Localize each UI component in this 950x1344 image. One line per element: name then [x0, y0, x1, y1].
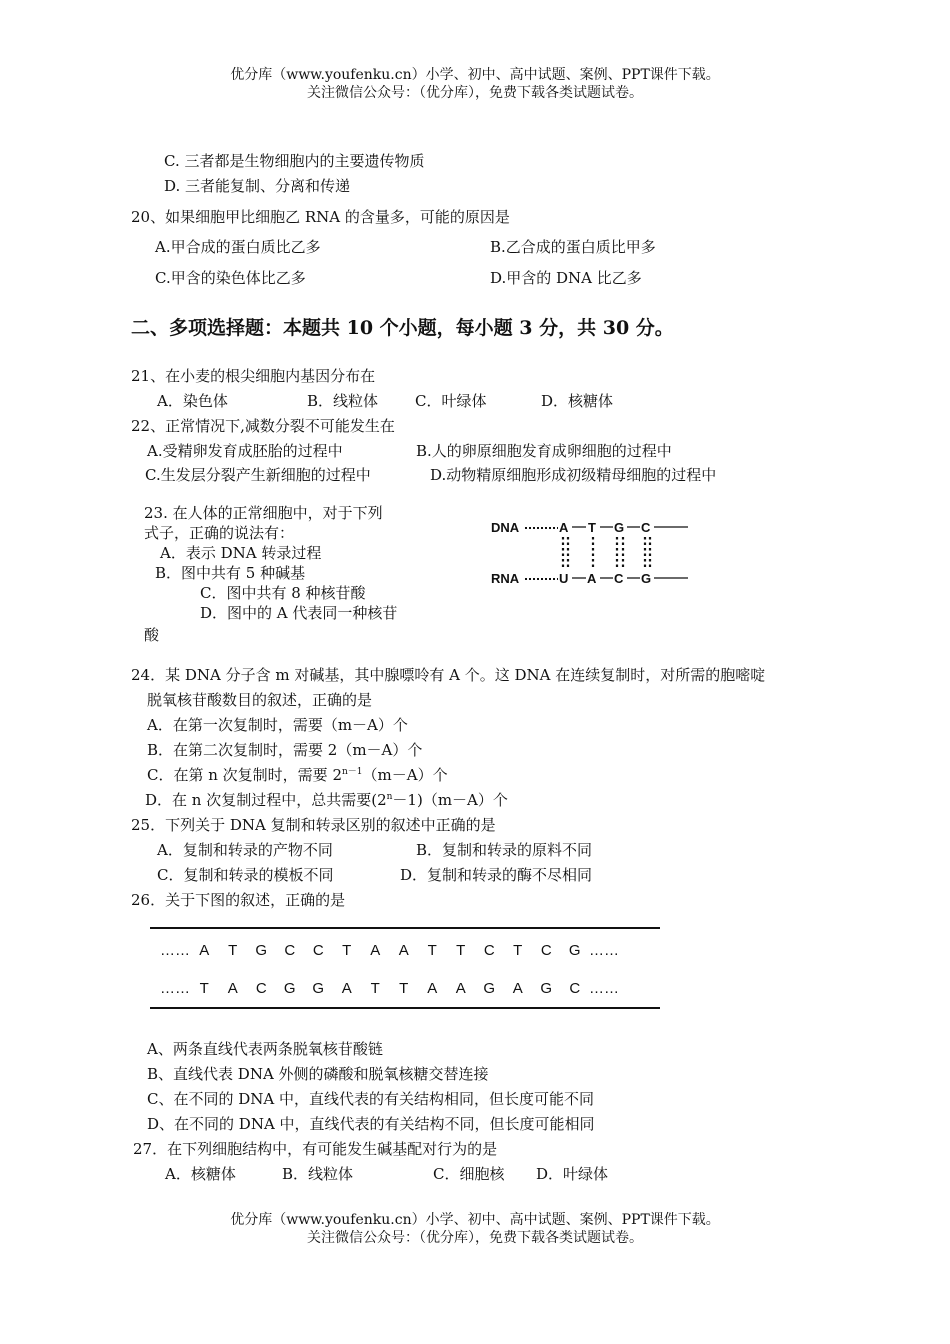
q23-option-d-line2: 酸 [144, 626, 160, 644]
q27-option-a: A．核糖体 [165, 1165, 236, 1183]
q21-stem: 21、在小麦的根尖细胞内基因分布在 [131, 367, 376, 385]
q26-option-d: D、在不同的 DNA 中，直线代表的有关结构不同，但长度可能相同 [147, 1115, 595, 1133]
q22-option-a: A.受精卵发育成胚胎的过程中 [147, 442, 343, 460]
q26-option-a: A、两条直线代表两条脱氧核苷酸链 [147, 1040, 383, 1058]
q20-option-b: B.乙合成的蛋白质比甲多 [490, 238, 656, 256]
q23-option-b: B．图中共有 5 种碱基 [155, 564, 306, 582]
q22-option-b: B.人的卵原细胞发育成卵细胞的过程中 [416, 442, 672, 460]
page-header-line1: 优分库（www.youfenku.cn）小学、初中、高中试题、案例、PPT课件下载。 [230, 67, 720, 83]
svg-text:C: C [614, 571, 624, 586]
q24-option-b: B．在第二次复制时，需要 2（m－A）个 [147, 741, 423, 759]
q21-option-d: D．核糖体 [541, 392, 614, 410]
dna-top-strand: …… A T G C C T A A T T C T C G …… [160, 942, 619, 959]
q27-stem: 27．在下列细胞结构中，有可能发生碱基配对行为的是 [133, 1140, 498, 1158]
svg-text:A: A [559, 520, 569, 535]
q24-option-c: C．在第 n 次复制时，需要 $2^{n-1}(m-A)$个 [147, 766, 448, 784]
svg-text:C: C [641, 520, 651, 535]
dna-rna-pairing-figure [488, 515, 698, 590]
q20-stem: 20、如果细胞甲比细胞乙 RNA 的含量多，可能的原因是 [131, 208, 510, 226]
q22-stem: 22、正常情况下,减数分裂不可能发生在 [131, 417, 395, 435]
rna-label: RNA [491, 571, 520, 586]
svg-text:U: U [559, 571, 569, 586]
dna-base-1 [558, 517, 572, 535]
page-header-line2: 关注微信公众号：（优分库），免费下载各类试题试卷。 [307, 85, 643, 101]
q19-option-d: D. 三者能复制、分离和传递 [164, 177, 351, 195]
dna-bottom-strand: …… T A C G G A T T A A G A G C …… [160, 980, 619, 997]
q21-option-b: B．线粒体 [307, 392, 379, 410]
q25-option-c: C．复制和转录的模板不同 [157, 866, 334, 884]
section-2-title: 二、多项选择题：本题共 10 个小题，每小题 3 分，共 30 分。 [131, 317, 674, 339]
q26-stem: 26．关于下图的叙述，正确的是 [131, 891, 346, 909]
q23-option-d-line1: D．图中的 A 代表同一种核苷 [200, 604, 398, 622]
rna-base-3 [613, 568, 627, 586]
q26-option-b: B、直线代表 DNA 外侧的磷酸和脱氧核糖交替连接 [147, 1065, 489, 1083]
q22-option-c: C.生发层分裂产生新细胞的过程中 [145, 466, 371, 484]
page-footer-line2: 关注微信公众号：（优分库），免费下载各类试题试卷。 [307, 1230, 643, 1246]
q22-option-d: D.动物精原细胞形成初级精母细胞的过程中 [430, 466, 717, 484]
svg-text:G: G [614, 520, 625, 535]
svg-text:A: A [587, 571, 597, 586]
dna-strand-top-line [150, 927, 660, 929]
rna-base-2 [586, 568, 600, 586]
rna-base-1 [558, 568, 572, 586]
dna-strand-bottom-line [150, 1007, 660, 1009]
q20-option-d: D.甲含的 DNA 比乙多 [490, 269, 642, 287]
q24-stem-line2: 脱氧核苷酸数目的叙述，正确的是 [147, 691, 373, 709]
q19-option-c: C. 三者都是生物细胞内的主要遗传物质 [164, 152, 425, 170]
q27-option-d: D．叶绿体 [536, 1165, 609, 1183]
q23-option-a: A．表示 DNA 转录过程 [160, 544, 322, 562]
q25-option-b: B．复制和转录的原料不同 [416, 841, 593, 859]
q27-option-b: B．线粒体 [282, 1165, 354, 1183]
q25-option-d: D．复制和转录的酶不尽相同 [400, 866, 593, 884]
q21-option-c: C．叶绿体 [415, 392, 487, 410]
page-footer-line1: 优分库（www.youfenku.cn）小学、初中、高中试题、案例、PPT课件下载。 [230, 1212, 720, 1228]
rna-base-4 [640, 568, 654, 586]
dna-base-4 [640, 517, 654, 535]
q24-stem-line1: 24．某 DNA 分子含 m 对碱基，其中腺嘌呤有 A 个。这 DNA 在连续复制时，对所需的胞嘧啶 [131, 666, 766, 684]
q27-option-c: C．细胞核 [433, 1165, 505, 1183]
q23-stem-line2: 式子，正确的说法有： [144, 524, 295, 542]
dna-base-2 [586, 517, 600, 535]
q23-stem-line1: 23. 在人体的正常细胞中，对于下列 [144, 504, 383, 522]
q25-option-a: A．复制和转录的产物不同 [157, 841, 333, 859]
dna-base-3 [613, 517, 627, 535]
dna-label: DNA [491, 520, 520, 535]
svg-text:G: G [641, 571, 652, 586]
q26-option-c: C、在不同的 DNA 中，直线代表的有关结构相同，但长度可能不同 [147, 1090, 594, 1108]
q20-option-a: A.甲合成的蛋白质比乙多 [155, 238, 321, 256]
q20-option-c: C.甲含的染色体比乙多 [155, 269, 306, 287]
q24-option-d: D．在 n 次复制过程中，总共需要$(2^n-1)(m-A)$个 [145, 791, 508, 809]
q25-stem: 25．下列关于 DNA 复制和转录区别的叙述中正确的是 [131, 816, 496, 834]
q24-option-a: A．在第一次复制时，需要（m－A）个 [147, 716, 408, 734]
q21-option-a: A．染色体 [157, 392, 228, 410]
q23-option-c: C．图中共有 8 种核苷酸 [200, 584, 366, 602]
svg-text:T: T [588, 520, 596, 535]
